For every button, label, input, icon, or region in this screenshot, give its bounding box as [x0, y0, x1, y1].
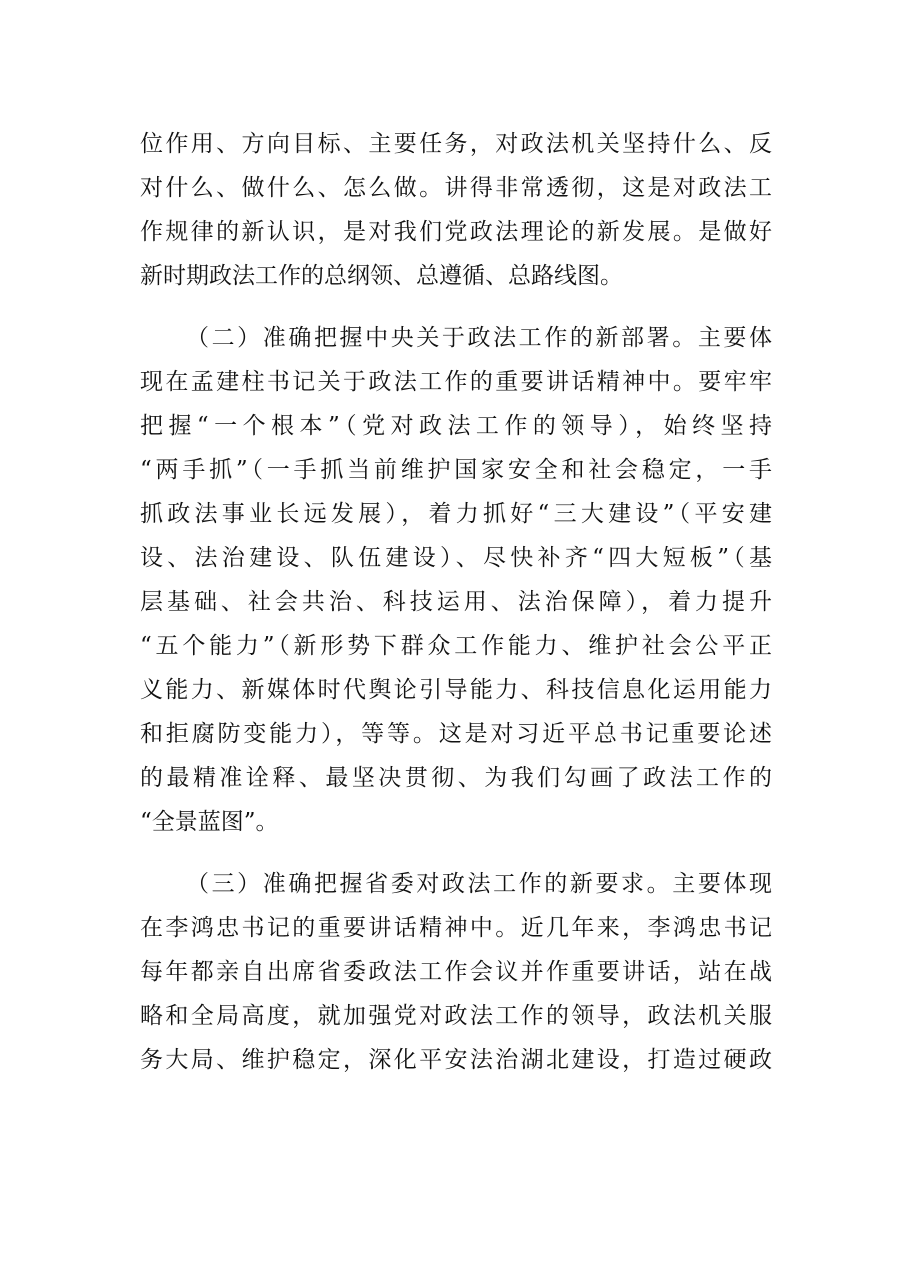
- text-line: “两手抓”（一手抓当前维护国家安全和社会稳定，一手: [140, 457, 772, 483]
- text-line: 作规律的新认识，是对我们党政法理论的新发展。是做好: [140, 219, 772, 245]
- text-line: 新时期政法工作的总纲领、总遵循、总路线图。: [140, 263, 623, 289]
- text-line: （二）准确把握中央关于政法工作的新部署。主要体: [186, 325, 772, 351]
- text-line: 和拒腐防变能力），等等。这是对习近平总书记重要论述: [140, 721, 772, 747]
- text-line: 每年都亲自出席省委政法工作会议并作重要讲话，站在战: [140, 959, 772, 985]
- text-line: “五个能力”（新形势下群众工作能力、维护社会公平正: [140, 633, 772, 659]
- text-line: 务大局、维护稳定，深化平安法治湖北建设，打造过硬政: [140, 1047, 772, 1073]
- text-line: 义能力、新媒体时代舆论引导能力、科技信息化运用能力: [140, 677, 772, 703]
- text-line: 把握“一个根本”（党对政法工作的领导），始终坚持: [140, 413, 772, 439]
- text-line: 的最精准诠释、最坚决贯彻、为我们勾画了政法工作的: [140, 765, 772, 791]
- text-line: 位作用、方向目标、主要任务，对政法机关坚持什么、反: [140, 131, 772, 157]
- text-line: 略和全局高度，就加强党对政法工作的领导，政法机关服: [140, 1003, 772, 1029]
- text-line: 设、法治建设、队伍建设）、尽快补齐“四大短板”（基: [140, 545, 772, 571]
- text-line: 抓政法事业长远发展），着力抓好“三大建设”（平安建: [140, 501, 772, 527]
- text-line: 对什么、做什么、怎么做。讲得非常透彻，这是对政法工: [140, 175, 772, 201]
- text-line: 层基础、社会共治、科技运用、法治保障），着力提升: [140, 589, 772, 615]
- text-line: （三）准确把握省委对政法工作的新要求。主要体现: [186, 871, 772, 897]
- text-line: “全景蓝图”。: [140, 809, 279, 835]
- text-line: 现在孟建柱书记关于政法工作的重要讲话精神中。要牢牢: [140, 369, 772, 395]
- text-line: 在李鸿忠书记的重要讲话精神中。近几年来，李鸿忠书记: [140, 915, 772, 941]
